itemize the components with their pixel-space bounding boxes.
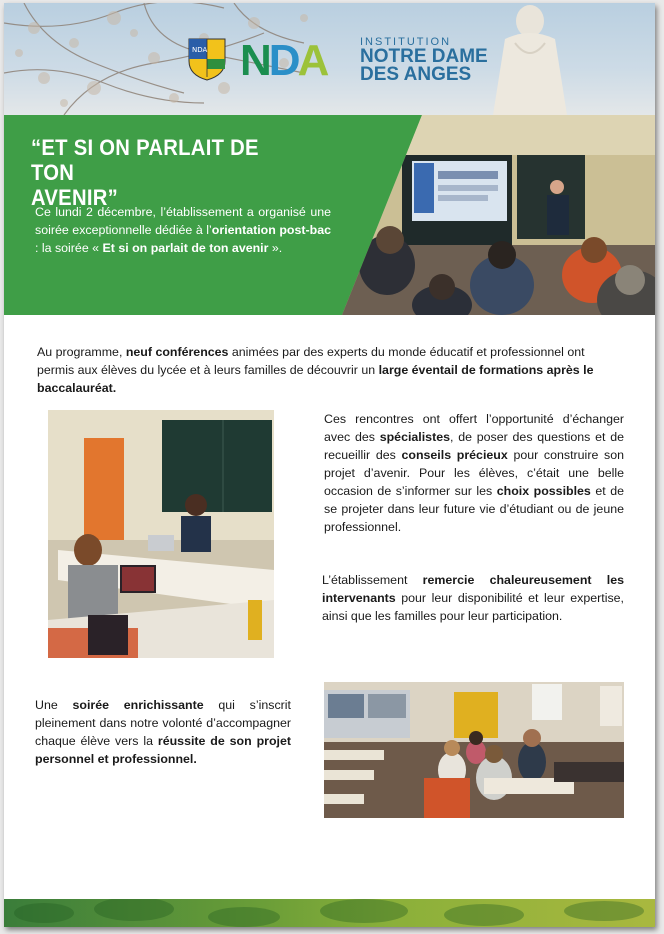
intro-text-1: Ce lundi 2 décembre, l’établissement a organisé une soirée exceptionnelle dédiée à l’ (35, 205, 331, 237)
banner-title (31, 135, 307, 210)
crest-text: NDA (192, 46, 208, 54)
intro-bold-2: Et si on parlait de ton avenir (102, 241, 269, 255)
logo-letter-n: N (240, 36, 269, 85)
classroom-speaker-photo (48, 410, 274, 658)
p1-text-2: animées par des experts du monde éducatif et professionnel ont permis aux élèves du lycée et à leurs familles de découvrir un (37, 345, 585, 377)
crest-icon (187, 37, 227, 81)
p4-bold-2: réussite de son projet personnel et professionnel. (35, 734, 291, 766)
institution-name-line1: NOTRE DAME (360, 46, 488, 67)
classroom-meeting-photo (324, 682, 624, 818)
p2-text-2: , de poser des questions et de recueillir des (324, 430, 624, 462)
p2-text-1: Ces rencontres ont offert l’opportunité d’échanger avec des (324, 412, 624, 444)
p2-text-4: et de se projeter dans leur future vie d’étudiant ou de jeune professionnel. (324, 484, 624, 534)
p4-bold-1: soirée enrichissante (72, 698, 204, 712)
p2-text-3: pour construire son projet d’avenir. Pour les élèves, c’était une belle occasion de s’informer sur les (324, 448, 624, 498)
institution-name (360, 48, 488, 84)
banner-title-line1: “ET SI ON PARLAIT DE TON (31, 135, 259, 185)
p3-bold-1: remercie chaleureusement les intervenants (322, 573, 624, 605)
p1-bold-1: neuf conférences (125, 345, 229, 359)
p1-bold-2: large éventail de formations après le baccalauréat. (37, 363, 594, 395)
p1-text-1: Au programme, (37, 345, 126, 359)
paragraph-soiree (35, 696, 291, 768)
p3-text-1: L’établissement (322, 573, 423, 587)
institution-label: INSTITUTION (360, 36, 452, 48)
hero-banner (4, 115, 655, 315)
page-header (4, 3, 655, 115)
p4-text-1: Une (35, 698, 73, 712)
logo-letter-a: A (297, 36, 327, 85)
p3-text-2: pour leur disponibilité et leur expertise, ainsi que les familles pour leur participation. (322, 591, 624, 623)
p4-text-2: qui s’inscrit pleinement dans notre volonté d’accompagner chaque élève vers la (35, 698, 291, 748)
nda-logo (240, 36, 326, 86)
logo-letter-d: D (268, 36, 298, 85)
p2-bold-2: conseils précieux (401, 448, 508, 462)
banner-title-line2: AVENIR” (31, 185, 119, 210)
intro-bold-1: orientation post-bac (211, 223, 331, 237)
newsletter-page (4, 3, 655, 927)
classroom-meeting-image (324, 682, 624, 818)
paragraph-rencontres (324, 410, 624, 536)
conference-room-image (342, 115, 655, 315)
p2-bold-1: spécialistes (379, 430, 450, 444)
footer-foliage-image (4, 899, 655, 927)
intro-text-3: ». (268, 241, 283, 255)
banner-intro-text (35, 203, 331, 257)
p2-bold-3: choix possibles (496, 484, 591, 498)
footer-band (4, 899, 655, 927)
paragraph-remerciements (322, 571, 624, 625)
intro-text-2: : la soirée « (35, 241, 103, 255)
conference-room-photo (342, 115, 655, 315)
classroom-speaker-image (48, 410, 274, 658)
institution-name-line2: DES ANGES (360, 64, 472, 85)
statue-image (475, 3, 585, 115)
paragraph-programme (37, 343, 625, 397)
